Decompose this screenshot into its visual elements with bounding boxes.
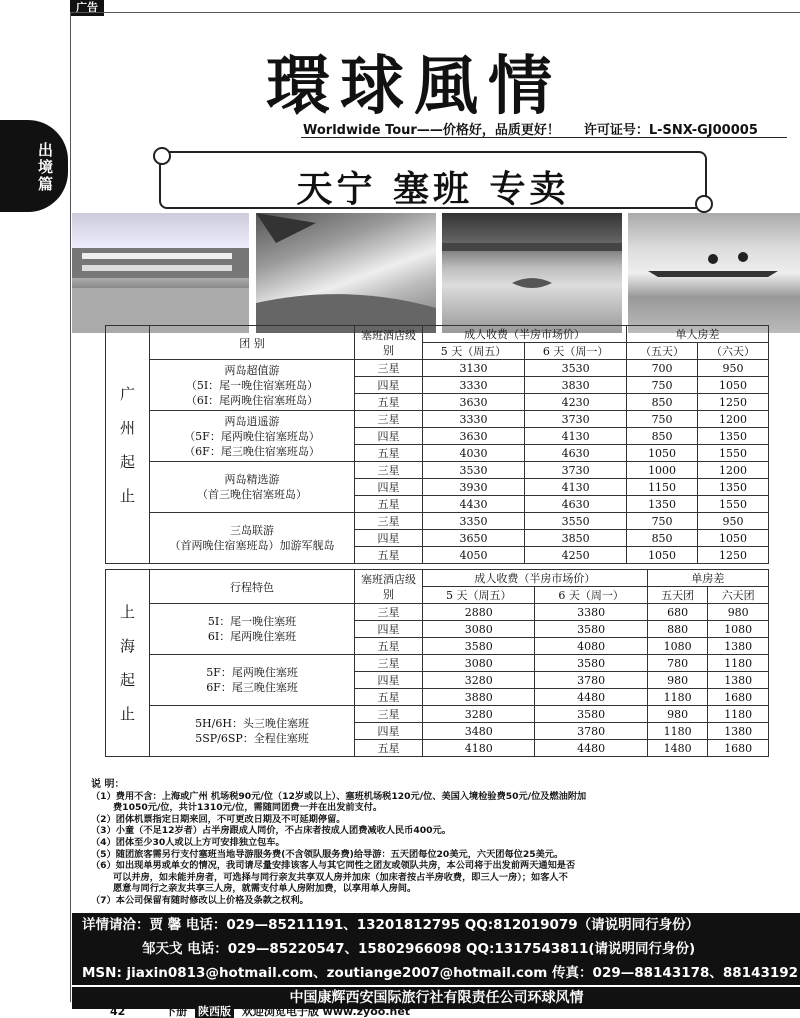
notes-heading: 说 明： xyxy=(91,779,125,790)
contact-line[interactable]: 详情请洽：贾 馨 电话：029—85211191、13201812795 QQ:812019079（请说明同行身份） xyxy=(82,917,700,933)
group-name-line: （首两晚住宿塞班岛）加游军舰岛 xyxy=(169,539,335,552)
table-row xyxy=(106,655,769,672)
table-cell: 五星 xyxy=(355,689,423,706)
col-header-room5: 五天团 xyxy=(647,587,708,604)
table-cell: 3280 xyxy=(423,672,535,689)
group-name xyxy=(150,411,355,462)
table-cell: 3850 xyxy=(525,530,627,547)
table-cell: 3580 xyxy=(423,638,535,655)
table-cell: 3580 xyxy=(535,621,647,638)
table-cell: 三星 xyxy=(355,360,423,377)
table-cell: 3780 xyxy=(535,723,647,740)
col-header-group: 行程特色 xyxy=(150,570,355,604)
group-name-line: 两岛超值游 xyxy=(224,363,280,377)
table-cell: 三星 xyxy=(355,411,423,428)
section-tab-label: 出境篇 xyxy=(38,141,54,193)
table-row xyxy=(106,513,769,530)
table-cell: 四星 xyxy=(355,530,423,547)
table-cell: 3550 xyxy=(525,513,627,530)
group-name-line: 5F：尾两晚住塞班 xyxy=(206,666,298,679)
table-row xyxy=(106,604,769,621)
col-header-6d: 6 天（周一） xyxy=(525,343,627,360)
table-cell: 850 xyxy=(627,394,698,411)
table-cell: 3330 xyxy=(423,411,525,428)
resort-photo xyxy=(72,213,249,333)
table-cell: 1080 xyxy=(708,621,769,638)
table-cell: 4480 xyxy=(535,689,647,706)
group-name-line: 5SP/6SP：全程住塞班 xyxy=(195,732,309,745)
table-cell: 1180 xyxy=(708,706,769,723)
table-cell: 4630 xyxy=(525,445,627,462)
table-cell: 3380 xyxy=(535,604,647,621)
table-cell: 1380 xyxy=(708,723,769,740)
group-name xyxy=(150,360,355,411)
company-name: 中国康辉西安国际旅行社有限责任公司环球风情 xyxy=(72,987,800,1009)
group-name xyxy=(150,706,355,757)
table-cell: 680 xyxy=(647,604,708,621)
table-cell: 4430 xyxy=(423,496,525,513)
table-cell: 3280 xyxy=(423,706,535,723)
table-cell: 1350 xyxy=(698,428,769,445)
group-name xyxy=(150,604,355,655)
table-cell: 1480 xyxy=(647,740,708,757)
group-name-line: （5I：尾一晚住宿塞班岛） xyxy=(185,378,319,392)
table-cell: 3480 xyxy=(423,723,535,740)
table-cell: 4180 xyxy=(423,740,535,757)
table-cell: 4050 xyxy=(423,547,525,564)
guangzhou-price-table xyxy=(105,325,769,564)
table-cell: 4630 xyxy=(525,496,627,513)
group-name-line: （5F：尾两晚住宿塞班岛） xyxy=(184,429,320,443)
ad-page xyxy=(70,12,800,1006)
group-name-line: 两岛精选游 xyxy=(224,473,280,486)
group-name-line: （6F：尾三晚住宿塞班岛） xyxy=(184,444,320,458)
table-cell: 3630 xyxy=(423,428,525,445)
col-header-hotel: 塞班酒店级别 xyxy=(355,326,423,360)
edition-badge: 陕西版 xyxy=(195,1005,234,1018)
section-label: 下册 xyxy=(165,1005,188,1018)
table-cell: 3830 xyxy=(525,377,627,394)
table-cell: 四星 xyxy=(355,723,423,740)
table-cell: 1050 xyxy=(698,530,769,547)
note-line: （2）团体机票指定日期来回，不可更改日期及不可延期停留。 xyxy=(91,813,346,825)
table-cell: 四星 xyxy=(355,377,423,394)
table-cell: 五星 xyxy=(355,394,423,411)
banner-title: 天宁 塞班 专卖 xyxy=(296,168,570,210)
table-cell: 三星 xyxy=(355,706,423,723)
table-cell: 四星 xyxy=(355,479,423,496)
table-cell: 三星 xyxy=(355,513,423,530)
page-footer xyxy=(110,1003,410,1018)
note-line: 可以并房，如未能并房者，可选择与同行亲友共享双人房并加床（加床者按占半房收费，即三人一房）；如客人不 xyxy=(113,871,568,883)
group-name-line: 6I：尾两晚住塞班 xyxy=(207,630,297,643)
col-header-room: 单房差 xyxy=(647,570,768,587)
table-cell: 3350 xyxy=(423,513,525,530)
table-cell: 4130 xyxy=(525,479,627,496)
table-cell: 1680 xyxy=(708,689,769,706)
city-label: 广州起止 xyxy=(106,326,150,564)
table-cell: 1250 xyxy=(698,547,769,564)
section-tab[interactable] xyxy=(0,120,68,212)
group-name xyxy=(150,655,355,706)
table-cell: 三星 xyxy=(355,655,423,672)
table-cell: 1080 xyxy=(647,638,708,655)
website-link[interactable]: 欢迎浏览电子版 www.zyoo.net xyxy=(241,1005,411,1018)
table-cell: 1550 xyxy=(698,445,769,462)
table-cell: 1550 xyxy=(698,496,769,513)
notes-section xyxy=(91,779,781,907)
table-cell: 1380 xyxy=(708,638,769,655)
table-cell: 3730 xyxy=(525,462,627,479)
table-cell: 3530 xyxy=(525,360,627,377)
table-cell: 四星 xyxy=(355,621,423,638)
divider xyxy=(301,137,787,138)
table-cell: 980 xyxy=(647,672,708,689)
table-cell: 三星 xyxy=(355,462,423,479)
shanghai-price-table xyxy=(105,569,769,757)
contact-line[interactable]: MSN: jiaxin0813@hotmail.com、zoutiange2007@hotmail.com 传真：029—88143178、88143192 xyxy=(82,965,799,981)
brand-title: 環球風情 xyxy=(266,49,562,124)
table-cell: 700 xyxy=(627,360,698,377)
table-cell: 1200 xyxy=(698,462,769,479)
table-cell: 3330 xyxy=(423,377,525,394)
note-line: （4）团体至少30人或以上方可安排独立包车。 xyxy=(91,836,285,848)
table-cell: 3630 xyxy=(423,394,525,411)
banner-scroll xyxy=(159,151,707,209)
table-cell: 1180 xyxy=(647,689,708,706)
table-cell: 五星 xyxy=(355,547,423,564)
table-cell: 五星 xyxy=(355,496,423,513)
group-name-line: 三岛联游 xyxy=(230,524,275,537)
table-cell: 1180 xyxy=(647,723,708,740)
city-label: 上海起止 xyxy=(106,570,150,757)
table-cell: 750 xyxy=(627,377,698,394)
table-cell: 四星 xyxy=(355,428,423,445)
table-row xyxy=(106,706,769,723)
group-name-line: 5H/6H：头三晚住塞班 xyxy=(195,717,309,730)
table-cell: 780 xyxy=(647,655,708,672)
group-name-line: （6I：尾两晚住宿塞班岛） xyxy=(185,393,319,407)
table-cell: 4230 xyxy=(525,394,627,411)
table-cell: 1050 xyxy=(627,445,698,462)
table-cell: 1000 xyxy=(627,462,698,479)
col-header-room5: （五天） xyxy=(627,343,698,360)
table-cell: 五星 xyxy=(355,638,423,655)
table-cell: 4030 xyxy=(423,445,525,462)
group-name-line: 两岛逍遥游 xyxy=(224,414,280,428)
group-name-line: （首三晚住宿塞班岛） xyxy=(197,488,308,501)
table-cell: 1250 xyxy=(698,394,769,411)
col-header-group: 团 别 xyxy=(150,326,355,360)
note-line: （5）随团旅客需另行支付塞班当地导游服务费(不含领队服务费)给导游：五天团每位20美元，六天团每位25美元。 xyxy=(91,848,564,860)
boat-photo xyxy=(628,213,800,333)
table-cell: 1380 xyxy=(708,672,769,689)
col-header-price: 成人收费（半房市场价） xyxy=(423,570,648,587)
table-cell: 850 xyxy=(627,530,698,547)
table-cell: 1180 xyxy=(708,655,769,672)
table-cell: 3580 xyxy=(535,655,647,672)
table-cell: 750 xyxy=(627,513,698,530)
col-header-hotel: 塞班酒店级别 xyxy=(355,570,423,604)
table-cell: 五星 xyxy=(355,740,423,757)
table-cell: 1200 xyxy=(698,411,769,428)
table-cell: 950 xyxy=(698,513,769,530)
page-number: 42 xyxy=(110,1005,126,1018)
table-cell: 3530 xyxy=(423,462,525,479)
note-line: 愿意与同行之亲友共享三人房，就需支付单人房附加费，以享用单人房间。 xyxy=(113,883,417,895)
note-line: 费1050元/位，共计1310元/位，需随同团费一并在出发前支付。 xyxy=(113,802,383,814)
table-cell: 1050 xyxy=(698,377,769,394)
slogan: Worldwide Tour——价格好，品质更好！ xyxy=(303,123,560,138)
table-cell: 4480 xyxy=(535,740,647,757)
table-cell: 4130 xyxy=(525,428,627,445)
table-cell: 1350 xyxy=(627,496,698,513)
col-header-5d: 5 天（周五） xyxy=(423,343,525,360)
group-name xyxy=(150,462,355,513)
contact-box xyxy=(72,913,800,985)
lagoon-photo xyxy=(442,213,622,333)
photo-strip xyxy=(72,213,800,333)
table-cell: 1350 xyxy=(698,479,769,496)
table-cell: 3080 xyxy=(423,655,535,672)
col-header-room: 单人房差 xyxy=(627,326,769,343)
note-line: （6）如出现单男或单女的情况，我司请尽量安排该客人与其它同性之团友或领队共房，本公司将于出发前两天通知是否 xyxy=(91,860,576,872)
beach-photo xyxy=(256,213,436,333)
col-header-room6: （六天） xyxy=(698,343,769,360)
table-cell: 3780 xyxy=(535,672,647,689)
table-cell: 980 xyxy=(647,706,708,723)
table-cell: 4080 xyxy=(535,638,647,655)
table-cell: 3880 xyxy=(423,689,535,706)
table-cell: 880 xyxy=(647,621,708,638)
table-row xyxy=(106,411,769,428)
table-cell: 750 xyxy=(627,411,698,428)
table-cell: 3080 xyxy=(423,621,535,638)
table-cell: 4250 xyxy=(525,547,627,564)
group-name-line: 6F：尾三晚住塞班 xyxy=(206,681,298,694)
note-line: （3）小童（不足12岁者）占半房跟成人同价，不占床者按成人团费减收人民币400元。 xyxy=(91,825,451,837)
table-cell: 3650 xyxy=(423,530,525,547)
col-header-5d: 5 天（周五） xyxy=(423,587,535,604)
ad-tag: 广告 xyxy=(70,0,104,16)
table-cell: 1050 xyxy=(627,547,698,564)
table-row xyxy=(106,360,769,377)
note-line: （7）本公司保留有随时修改以上价格及条款之权利。 xyxy=(91,894,309,906)
group-name xyxy=(150,513,355,564)
table-cell: 1680 xyxy=(708,740,769,757)
table-cell: 950 xyxy=(698,360,769,377)
contact-line[interactable]: 邹天戈 电话：029—85220547、15802966098 QQ:1317543811(请说明同行身份) xyxy=(142,941,696,957)
table-row xyxy=(106,462,769,479)
table-cell: 3130 xyxy=(423,360,525,377)
note-line: （1）费用不含：上海或广州 机场税90元/位（12岁或以上）、塞班机场税120元/位、美国入境检验费50元/位及燃油附加 xyxy=(91,790,587,802)
table-cell: 3580 xyxy=(535,706,647,723)
col-header-room6: 六天团 xyxy=(708,587,769,604)
table-cell: 850 xyxy=(627,428,698,445)
table-cell: 3930 xyxy=(423,479,525,496)
group-name-line: 5I：尾一晚住塞班 xyxy=(207,615,297,628)
col-header-price: 成人收费（半房市场价） xyxy=(423,326,627,343)
table-cell: 五星 xyxy=(355,445,423,462)
table-cell: 四星 xyxy=(355,672,423,689)
table-cell: 3730 xyxy=(525,411,627,428)
col-header-6d: 6 天（周一） xyxy=(535,587,647,604)
table-cell: 980 xyxy=(708,604,769,621)
table-cell: 1150 xyxy=(627,479,698,496)
table-cell: 三星 xyxy=(355,604,423,621)
table-cell: 2880 xyxy=(423,604,535,621)
license-number: 许可证号：L-SNX-GJ00005 xyxy=(583,123,758,138)
tagline xyxy=(303,119,758,138)
